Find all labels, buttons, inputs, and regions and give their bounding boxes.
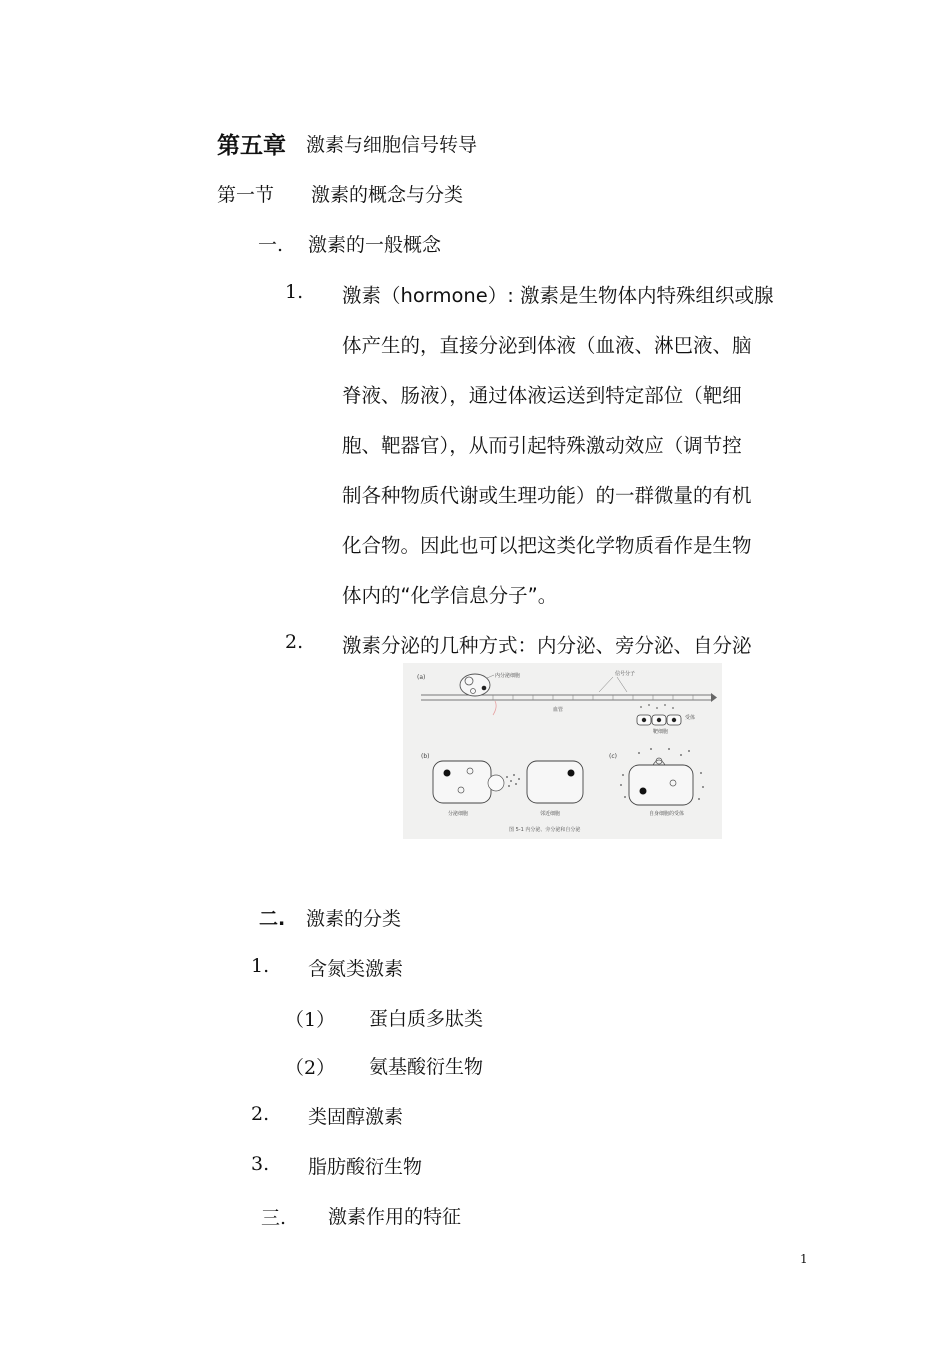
secreting-cell-label: 分泌细胞	[448, 811, 469, 817]
chapter-title: 激素与细胞信号转导	[306, 134, 478, 156]
autocrine-receptor-label: 自身细胞的受体	[649, 811, 685, 817]
secretion-diagram	[403, 663, 722, 839]
subsection-title: 激素的分类	[306, 908, 402, 930]
list-item: 类固醇激素	[308, 1106, 404, 1128]
paragraph-line: 体内的“化学信息分子”。	[342, 584, 558, 607]
section-number: 第一节	[217, 184, 275, 206]
item-number: 2.	[285, 631, 304, 653]
paragraph-line: 化合物。因此也可以把这类化学物质看作是生物	[342, 534, 752, 557]
subsection-number: 三.	[261, 1207, 287, 1229]
paragraph-line: 体产生的，直接分泌到体液（血液、淋巴液、脑	[342, 334, 752, 357]
paragraph-line: 激素（hormone）: 激素是生物体内特殊组织或腺	[342, 284, 774, 307]
paragraph-line: 胞、靶器官），从而引起特殊激动效应（调节控	[342, 434, 742, 457]
paragraph-line: 制各种物质代谢或生理功能）的一群微量的有机	[342, 484, 752, 507]
target-cell-label: 靶细胞	[653, 729, 669, 735]
panel-b-label: (b)	[421, 753, 430, 760]
endocrine-cell-label: 内分泌细胞	[495, 673, 521, 679]
list-item: 蛋白质多肽类	[369, 1008, 484, 1030]
section-title: 激素的概念与分类	[311, 184, 464, 206]
figure-caption: 图 5-1 内分泌、旁分泌和自分泌	[509, 827, 581, 833]
subsection-title: 激素作用的特征	[328, 1206, 462, 1228]
signal-molecule-label: 信号分子	[615, 671, 636, 677]
vessel-label: 血管	[553, 707, 564, 713]
item-text: 激素分泌的几种方式：内分泌、旁分泌、自分泌	[342, 634, 752, 657]
list-number: （2）	[285, 1057, 336, 1079]
list-number: 3.	[251, 1153, 270, 1175]
chapter-number: 第五章	[217, 133, 286, 159]
adjacent-cell-label: 邻近细胞	[540, 811, 561, 817]
panel-c-label: (c)	[609, 753, 617, 760]
subsection-number: 二.	[259, 908, 286, 930]
item-number: 1.	[285, 281, 304, 303]
subsection-number: 一.	[258, 234, 284, 256]
list-number: 2.	[251, 1103, 270, 1125]
paragraph-line: 脊液、肠液），通过体液运送到特定部位（靶细	[342, 384, 742, 407]
list-item: 脂肪酸衍生物	[308, 1156, 423, 1178]
list-number: （1）	[285, 1009, 336, 1031]
receptor-label: 受体	[685, 715, 696, 721]
list-item: 含氮类激素	[308, 958, 404, 980]
panel-a-label: (a)	[417, 674, 426, 681]
subsection-title: 激素的一般概念	[308, 234, 442, 256]
list-item: 氨基酸衍生物	[369, 1056, 484, 1078]
list-number: 1.	[251, 955, 270, 977]
page-number: 1	[800, 1252, 808, 1266]
